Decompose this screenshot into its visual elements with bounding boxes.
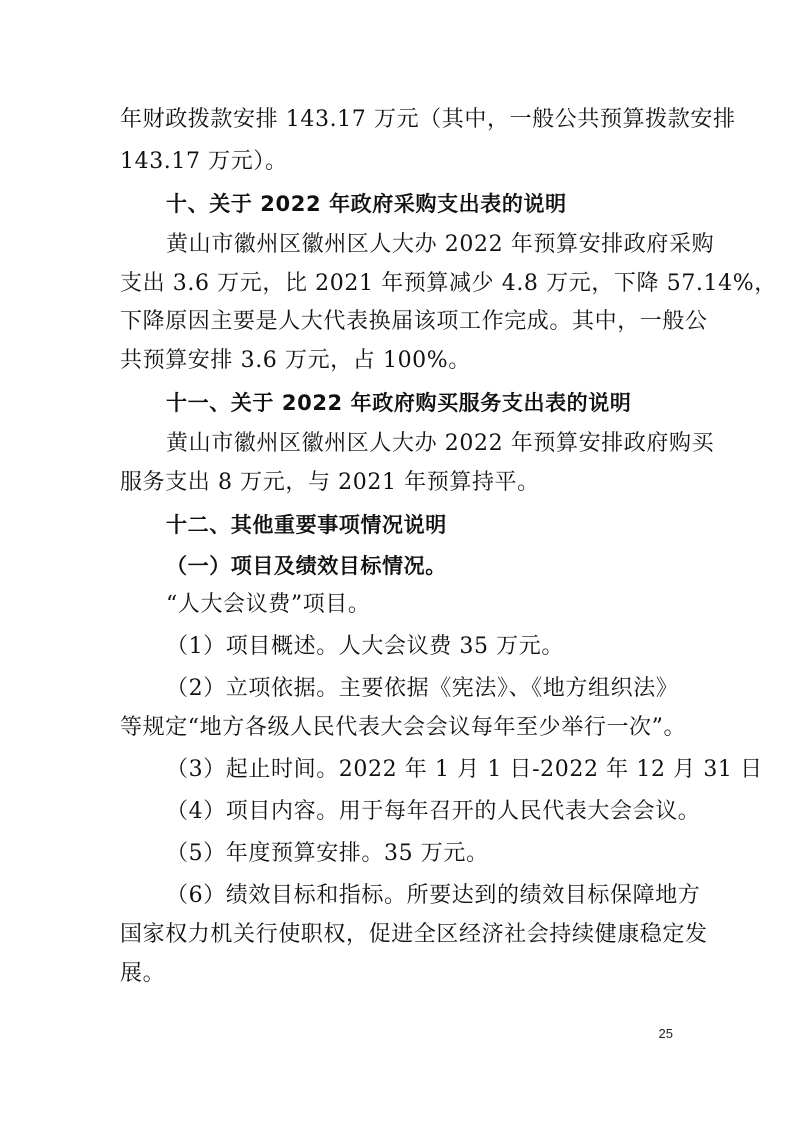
list-item: （2）立项依据。主要依据《宪法》、《地方组织法》: [166, 676, 679, 701]
list-item: （6）绩效目标和指标。所要达到的绩效目标保障地方: [166, 883, 701, 908]
section-heading-12: 十二、其他重要事项情况说明: [166, 513, 447, 537]
body-text-line: 143.17 万元）。: [120, 149, 288, 174]
body-text-line: 黄山市徽州区徽州区人大办 2022 年预算安排政府购买: [166, 431, 715, 456]
section-heading-10: 十、关于 2022 年政府采购支出表的说明: [166, 192, 567, 216]
body-text-line: 等规定“地方各级人民代表大会会议每年至少举行一次”。: [120, 715, 687, 740]
list-item: （5）年度预算安排。35 万元。: [166, 841, 489, 866]
section-heading-11: 十一、关于 2022 年政府购买服务支出表的说明: [166, 391, 632, 415]
list-item: （1）项目概述。人大会议费 35 万元。: [166, 634, 564, 659]
body-text-line: 黄山市徽州区徽州区人大办 2022 年预算安排政府采购: [166, 232, 715, 257]
body-text-line: 国家权力机关行使职权，促进全区经济社会持续健康稳定发: [120, 922, 708, 947]
body-text-line: 服务支出 8 万元，与 2021 年预算持平。: [120, 470, 540, 495]
body-text-line: 年财政拨款安排 143.17 万元（其中，一般公共预算拨款安排: [120, 107, 736, 132]
body-text-line: 下降原因主要是人大代表换届该项工作完成。其中，一般公: [120, 309, 708, 334]
body-text-line: 展。: [120, 961, 166, 986]
subsection-heading: （一）项目及绩效目标情况。: [166, 554, 447, 578]
list-item: （4）项目内容。用于每年召开的人民代表大会会议。: [166, 799, 701, 824]
body-text-line: 共预算安排 3.6 万元，占 100%。: [120, 348, 471, 373]
project-name: “人大会议费”项目。: [166, 592, 371, 617]
body-text-line: 支出 3.6 万元，比 2021 年预算减少 4.8 万元，下降 57.14%，: [120, 271, 777, 296]
page-number: 25: [658, 1026, 673, 1041]
list-item: （3）起止时间。2022 年 1 月 1 日-2022 年 12 月 31 日: [166, 757, 763, 782]
